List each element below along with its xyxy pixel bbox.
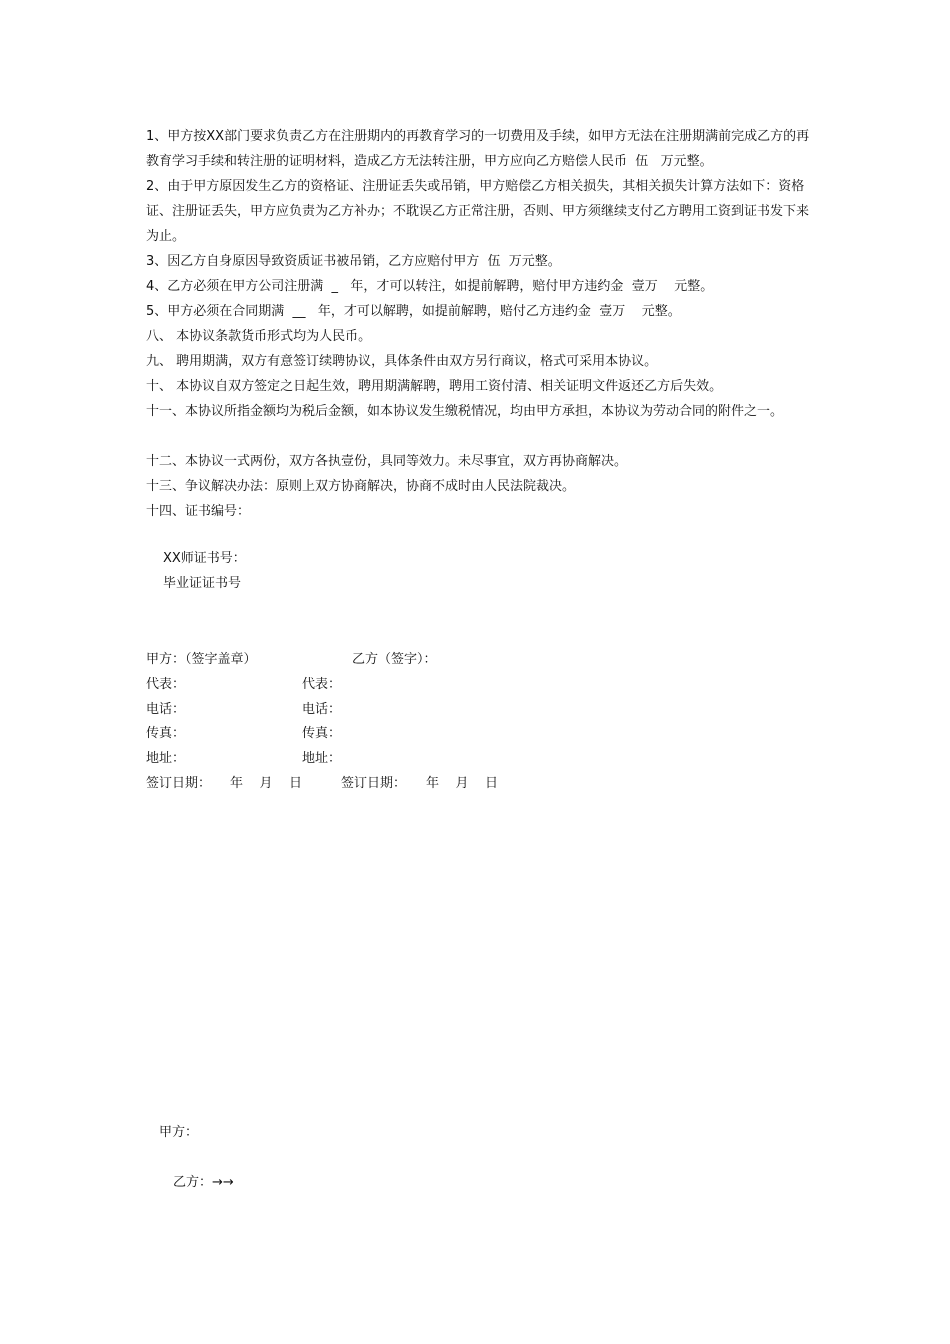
party-a-address: 地址： [146, 751, 186, 766]
clause-10: 十、 本协议自双方签定之日起生效，聘用期满解聘，聘用工资付清、相关证明文件返还乙方后失效。 [146, 379, 723, 394]
engineer-cert-label: XX师证书号： [163, 551, 246, 566]
clause-1: 1、甲方按XX部门要求负责乙方在注册期内的再教育学习的一切费用及手续，如甲方无法在注册期满前完成乙方的再教育学习手续和转注册的证明材料，造成乙方无法转注册，甲方应向乙方赔偿人民币 伍 万元整。 [146, 129, 810, 169]
party-b-fax: 传真： [302, 726, 342, 741]
clause-2: 2、由于甲方原因发生乙方的资格证、注册证丢失或吊销，甲方赔偿乙方相关损失，其相关损失计算方法如下：资格证、注册证丢失，甲方应负责为乙方补办；不耽误乙方正常注册，否则、甲方须继续支付乙方聘用工资到证书发下来为止。 [146, 179, 810, 244]
clause-5: 5、甲方必须在合同期满 __ 年，才可以解聘，如提前解聘，赔付乙方违约金 壹万 元整。 [146, 304, 681, 319]
clause-13: 十三、争议解决办法：原则上双方协商解决，协商不成时由人民法院裁决。 [146, 479, 576, 494]
party-a-header: 甲方：（签字盖章） [146, 652, 257, 667]
party-b-representative: 代表： [302, 677, 342, 692]
party-b-address: 地址： [302, 751, 342, 766]
party-b-date-fields: 年 月 日 [426, 776, 499, 791]
party-a-fax: 传真： [146, 726, 186, 741]
footer-party-b: 乙方：→→ [173, 1175, 234, 1190]
clause-11: 十一、本协议所指金额均为税后金额，如本协议发生缴税情况，均由甲方承担，本协议为劳动合同的附件之一。 [146, 404, 784, 419]
clause-14: 十四、证书编号： [146, 504, 251, 519]
clause-3: 3、因乙方自身原因导致资质证书被吊销，乙方应赔付甲方 伍 万元整。 [146, 254, 561, 269]
party-b-phone: 电话： [302, 702, 342, 717]
clause-8: 八、 本协议条款货币形式均为人民币。 [146, 329, 372, 344]
party-a-phone: 电话： [146, 702, 186, 717]
diploma-cert-label: 毕业证证书号 [163, 576, 242, 591]
footer-party-a: 甲方： [159, 1125, 199, 1140]
clause-9: 九、 聘用期满，双方有意签订续聘协议，具体条件由双方另行商议，格式可采用本协议。 [146, 354, 658, 369]
party-a-date-fields: 年 月 日 [230, 776, 303, 791]
clause-4: 4、乙方必须在甲方公司注册满 _ 年，才可以转注，如提前解聘，赔付甲方违约金 壹万 元整。 [146, 279, 714, 294]
party-a-sign-date-label: 签订日期： [146, 776, 212, 791]
clause-12: 十二、本协议一式两份，双方各执壹份，具同等效力。未尽事宜，双方再协商解决。 [146, 454, 628, 469]
party-a-representative: 代表： [146, 677, 186, 692]
party-b-sign-date-label: 签订日期： [341, 776, 407, 791]
party-b-header: 乙方（签字）： [352, 652, 437, 667]
